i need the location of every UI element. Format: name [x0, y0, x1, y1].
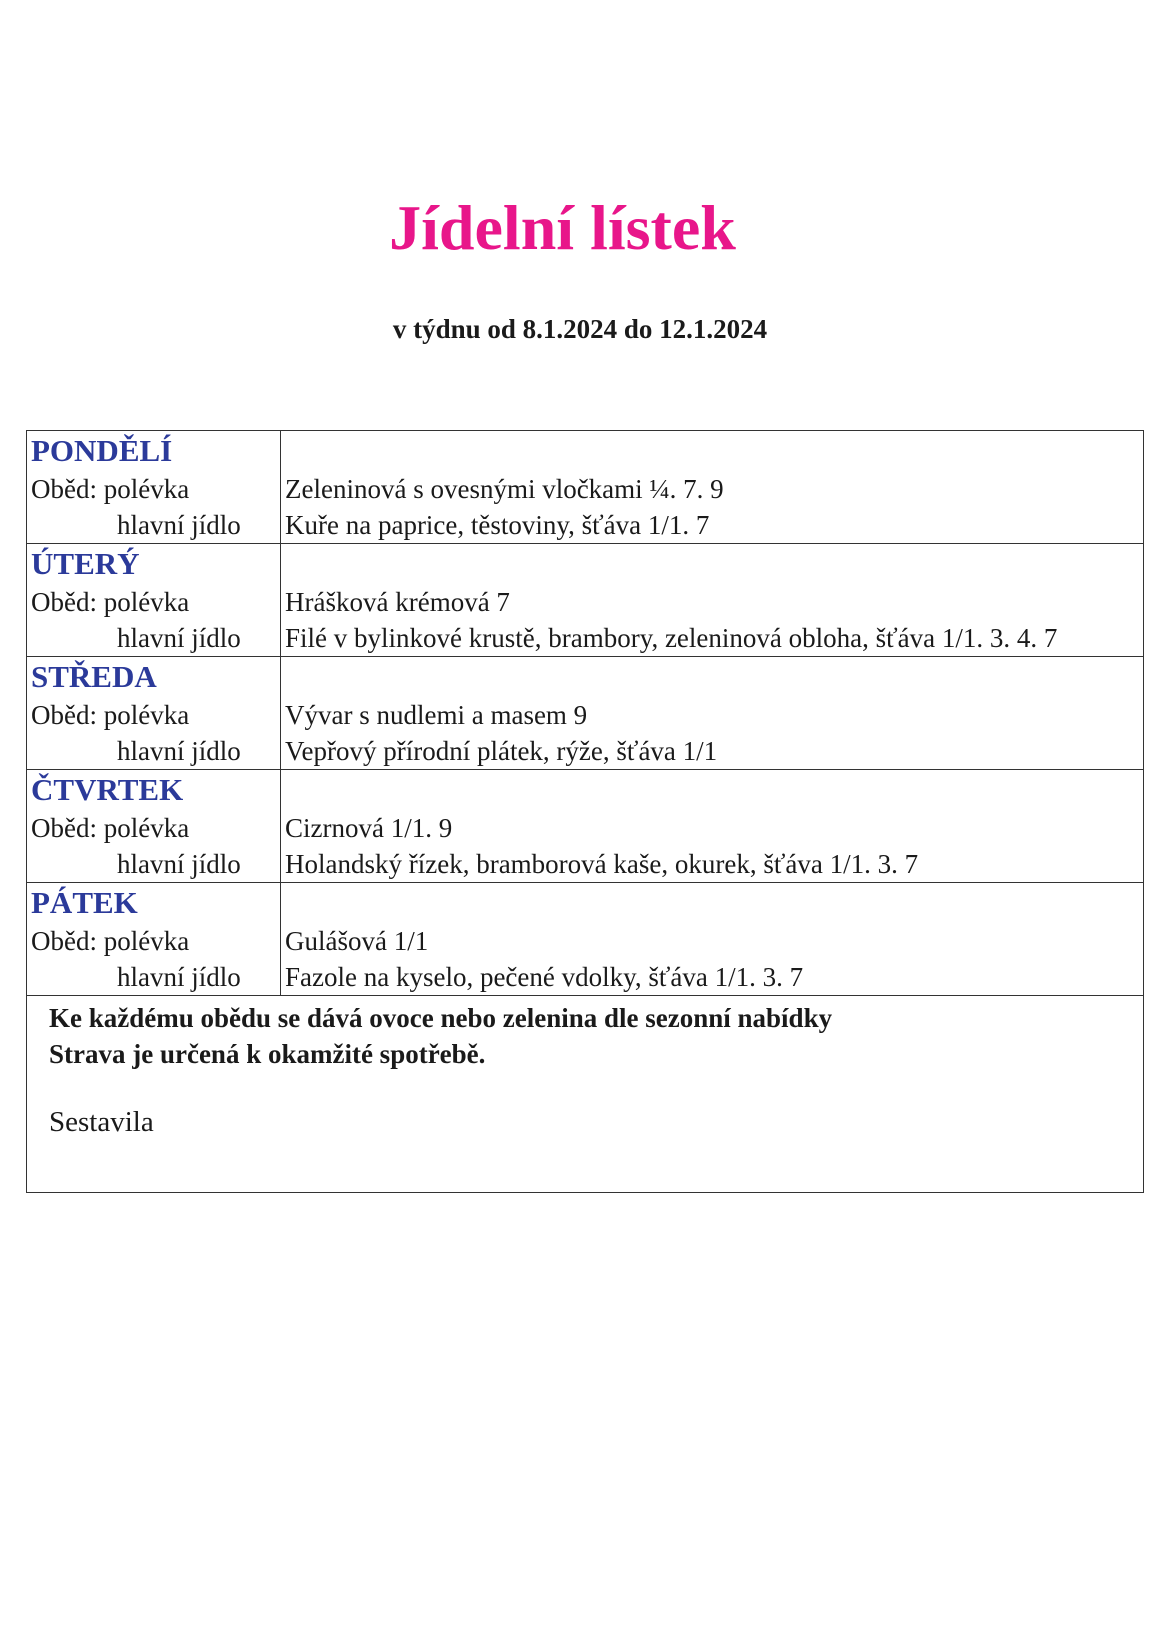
dish-cell [281, 657, 1144, 770]
dish-cell [281, 770, 1144, 883]
dish-cell [281, 544, 1144, 657]
main-dish-label: hlavní jídlo [117, 510, 241, 540]
soup-label: Oběd: polévka [31, 700, 190, 730]
day-name: PÁTEK [31, 885, 138, 920]
day-row-wednesday [27, 657, 1144, 770]
soup-label: Oběd: polévka [31, 474, 190, 504]
day-name: STŘEDA [31, 659, 157, 694]
day-name: ÚTERÝ [31, 546, 140, 581]
page-title: Jídelní lístek [389, 192, 736, 263]
main-dish: Holandský řízek, bramborová kaše, okurek, šťáva 1/1. 3. 7 [285, 849, 919, 879]
main-dish-label: hlavní jídlo [117, 623, 241, 653]
day-label-cell [27, 431, 281, 544]
main-dish: Fazole na kyselo, pečené vdolky, šťáva 1/1. 3. 7 [285, 962, 804, 992]
day-label-cell [27, 770, 281, 883]
soup-label: Oběd: polévka [31, 813, 190, 843]
day-label-cell [27, 544, 281, 657]
main-dish-label: hlavní jídlo [117, 736, 241, 766]
dish-cell [281, 883, 1144, 996]
main-dish: Vepřový přírodní plátek, rýže, šťáva 1/1 [285, 736, 718, 766]
day-name: ČTVRTEK [31, 772, 184, 807]
week-range: v týdnu od 8.1.2024 do 12.1.2024 [392, 314, 768, 344]
day-name: PONDĚLÍ [31, 433, 173, 468]
footer-note-fruit: Ke každému obědu se dává ovoce nebo zelenina dle sezonní nabídky [49, 1003, 833, 1033]
footer-note-consumption: Strava je určená k okamžité spotřebě. [49, 1039, 486, 1069]
day-row-monday [27, 431, 1144, 544]
menu-table [26, 430, 1144, 1193]
footer-cell [27, 996, 1144, 1193]
main-dish: Kuře na paprice, těstoviny, šťáva 1/1. 7 [285, 510, 710, 540]
soup-dish: Vývar s nudlemi a masem 9 [285, 700, 588, 730]
dish-cell [281, 431, 1144, 544]
soup-label: Oběd: polévka [31, 587, 190, 617]
soup-dish: Zeleninová s ovesnými vločkami ¼. 7. 9 [285, 474, 724, 504]
soup-dish: Gulášová 1/1 [285, 926, 429, 956]
main-dish-label: hlavní jídlo [117, 849, 241, 879]
day-row-tuesday [27, 544, 1144, 657]
soup-dish: Cizrnová 1/1. 9 [285, 813, 453, 843]
day-label-cell [27, 657, 281, 770]
main-dish-label: hlavní jídlo [117, 962, 241, 992]
day-row-friday [27, 883, 1144, 996]
day-label-cell [27, 883, 281, 996]
main-dish: Filé v bylinkové krustě, brambory, zeleninová obloha, šťáva 1/1. 3. 4. 7 [285, 623, 1058, 653]
soup-dish: Hrášková krémová 7 [285, 587, 510, 617]
signature-label: Sestavila [49, 1106, 154, 1138]
footer-row [27, 996, 1144, 1193]
soup-label: Oběd: polévka [31, 926, 190, 956]
day-row-thursday [27, 770, 1144, 883]
